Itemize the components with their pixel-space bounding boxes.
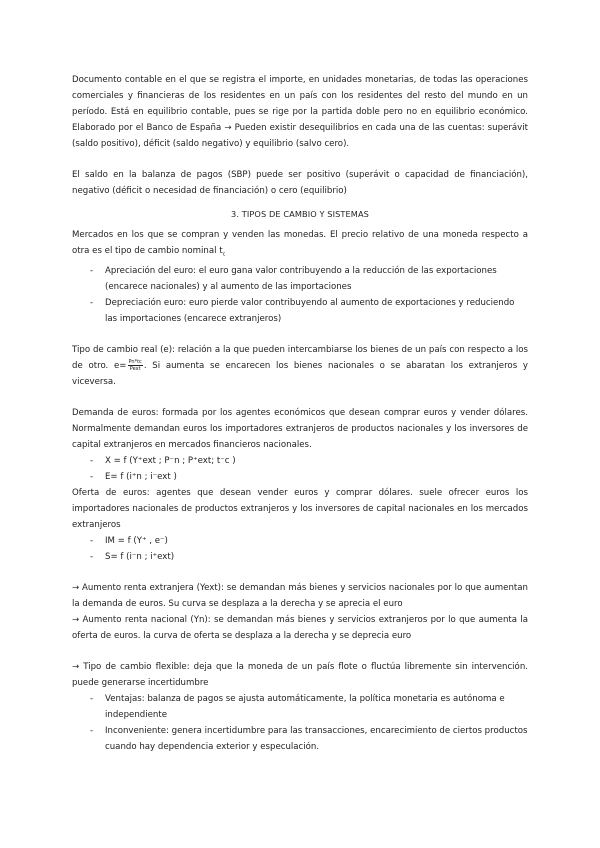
list-demanda-formulas	[72, 453, 528, 485]
paragraph-demanda: Demanda de euros: formada por los agentes económicos que desean comprar euros y vender dólares. Normalmente demandan euros los importadores extranjeros de productos nacionales y los inversores de capital extranjeros en mercados financieros nacionales.	[72, 407, 528, 450]
paragraph-mercados-text: Mercados en los que se compran y venden las monedas. El precio relativo de una moneda respecto a otra es el tipo de cambio nominal t	[72, 230, 528, 256]
fraction-numerator: Pn*tc	[128, 358, 142, 365]
formula-item: - X = f (Y⁺ext ; P⁻n ; P⁺ext; t⁻c )	[72, 453, 528, 469]
paragraph-mercados	[72, 227, 528, 263]
paragraph-tipo-real-text: Tipo de cambio real (e): relación a la que pueden intercambiarse los bienes de un país con respecto a los de otro. e=	[72, 344, 528, 371]
fraction	[128, 359, 143, 372]
list-item: - Inconveniente: genera incertidumbre para las transacciones, encarecimiento de ciertos productos cuando hay dependencia exterior y especulación.	[72, 723, 528, 755]
list-item: - Ventajas: balanza de pagos se ajusta automáticamente, la política monetaria es autónoma e independiente	[72, 691, 528, 723]
list-apreciacion	[72, 263, 528, 327]
paragraph-renta-nacional: → Aumento renta nacional (Yn): se demandan más bienes y servicios extranjeros por lo que aumenta la oferta de euros. la curva de oferta se desplaza a la derecha y se deprecia euro	[72, 614, 528, 641]
paragraph-sbp: El saldo en la balanza de pagos (SBP) puede ser positivo (superávit o capacidad de financiación), negativo (déficit o necesidad de financiación) o cero (equilibrio)	[72, 170, 528, 196]
list-ventajas	[72, 691, 528, 755]
paragraph-tipo-real-tail: . Si aumenta se encarecen los bienes nacionales o se abaratan los extranjeros y viceversa.	[72, 360, 528, 387]
paragraph-renta-extranjera: → Aumento renta extranjera (Yext): se demandan más bienes y servicios nacionales por lo que aumentan la demanda de euros. Su curva se desplaza a la derecha y se aprecia el euro	[72, 582, 528, 609]
list-item: - Depreciación euro: euro pierde valor contribuyendo al aumento de exportaciones y reduciendo las importaciones (encarece extranjeros)	[72, 295, 528, 327]
list-item: - Apreciación del euro: el euro gana valor contribuyendo a la reducción de las exportaciones (encarece nacionales) y al aumento de las importaciones	[72, 263, 528, 295]
fraction-denominator: Pext	[129, 365, 141, 372]
formula-item: - E= f (i⁺n ; i⁻ext )	[72, 469, 528, 485]
subscript-c: c	[222, 251, 226, 258]
section-heading: 3. TIPOS DE CAMBIO Y SISTEMAS	[231, 209, 369, 219]
formula-item: - IM = f (Y⁺ , e⁻)	[72, 533, 528, 549]
formula-item: - S= f (i⁻n ; i⁺ext)	[72, 549, 528, 565]
paragraph-tipo-real	[72, 342, 528, 390]
list-oferta-formulas	[72, 533, 528, 565]
paragraph-cambio-flexible: → Tipo de cambio flexible: deja que la moneda de un país flote o fluctúa libremente sin intervención. puede generarse incertidumbre	[72, 661, 528, 688]
paragraph-oferta: Oferta de euros: agentes que desean vender euros y comprar dólares. suele ofrecer euros los importadores nacionales de productos extranjeros y los inversores de capital nacionales en los mercados extranjeros	[72, 487, 528, 530]
paragraph-balanza-definition: Documento contable en el que se registra el importe, en unidades monetarias, de todas las operaciones comerciales y financieras de los residentes en un país con los residentes del resto del mundo en un período. Está en equilibrio contable, pues se rige por la partida doble pero no en equilibrio económico. Elaborado por el Banco de España → Pueden existir desequilibrios en cada una de las cuentas: superávit (saldo positivo), déficit (saldo negativo) y equilibrio (salvo cero).	[72, 75, 528, 149]
